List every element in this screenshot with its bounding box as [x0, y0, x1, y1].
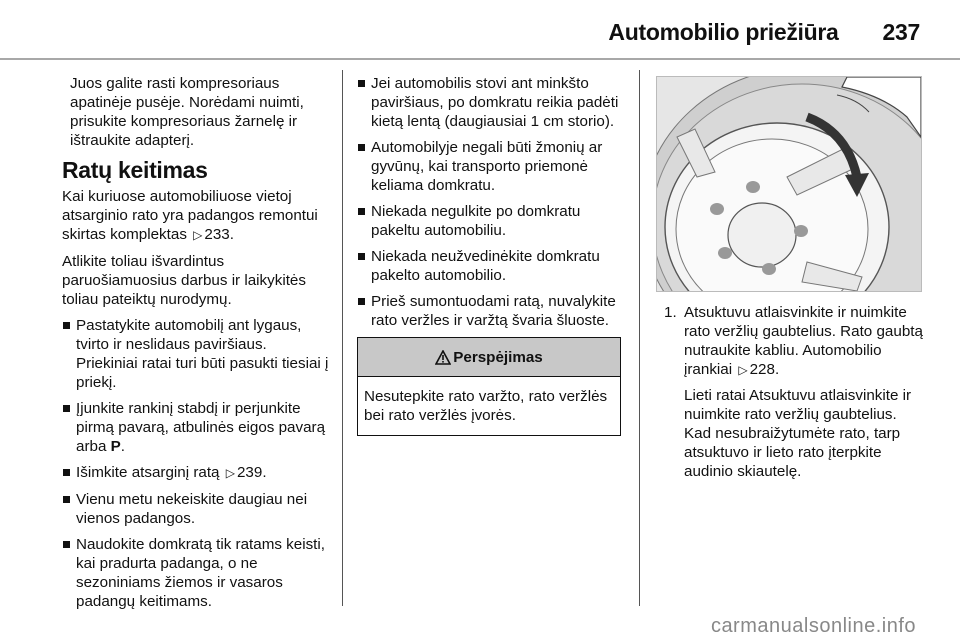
warning-box [357, 337, 621, 436]
column-3 [664, 303, 926, 487]
page-reference[interactable]: 228 [749, 361, 775, 378]
reference-arrow-icon: ▷ [738, 363, 748, 377]
step-text: Atsuktuvu atlaisvinkite ir nuimkite rato veržlių gaubtelius. Rato gaubtą nutraukite kabliu. Automobilio įrankiai ▷ 228. [684, 304, 923, 378]
warning-header [358, 338, 620, 377]
list-item: Išimkite atsarginį ratą ▷ 239. [62, 463, 332, 483]
page-header [608, 14, 920, 50]
watermark: carmanualsonline.info [710, 615, 916, 637]
step-number: 1. [664, 304, 677, 321]
warning-title: Perspėjimas [453, 348, 543, 366]
list-item [664, 303, 926, 481]
list-item: Niekada negulkite po domkratu pakeltu automobiliu. [357, 202, 623, 240]
paragraph-spare-wheel: Kai kuriuose automobiliuose vietoj atsarginio rato yra padangos remontui skirtas komplektas ▷ 233. [62, 188, 318, 243]
reference-arrow-icon: ▷ [225, 466, 235, 480]
section-heading: Ratų keitimas [62, 157, 208, 183]
step-extra-text: Lieti ratai Atsuktuvu atlaisvinkite ir nuimkite rato veržlių gaubtelius. Kad nesubraižytumėte rato, tarp atsuktuvo ir lieto rato įterpkite audinio skiautelę. [684, 387, 912, 480]
list-item: Jei automobilis stovi ant minkšto paviršiaus, po domkratu reikia padėti kietą lentą (daugiausiai 1 cm storio). [357, 74, 623, 131]
bullet-list-1 [62, 316, 332, 611]
wheel-cover-icon [657, 77, 921, 291]
intro-paragraph: Juos galite rasti kompresoriaus apatinėje pusėje. Norėdami nuimti, prisukite kompresoriaus žarnelę ir ištraukite adapterį. [70, 75, 304, 149]
page-reference[interactable]: 233 [204, 226, 230, 243]
list-item: Niekada neužvedinėkite domkratu pakelto automobilio. [357, 247, 623, 285]
steps-list [664, 303, 926, 481]
bullet-list-2 [357, 74, 623, 330]
list-item: Įjunkite rankinį stabdį ir perjunkite pirmą pavarą, atbulinės eigos pavarą arba P. [62, 399, 332, 456]
page-number: 237 [882, 18, 920, 45]
column-divider-2 [639, 70, 640, 606]
list-item: Prieš sumontuodami ratą, nuvalykite rato veržles ir varžtą švaria šluoste. [357, 292, 623, 330]
list-item: Pastatykite automobilį ant lygaus, tvirto ir neslidaus paviršiaus. Priekiniai ratai turi būti pasukti tiesiai į priekį. [62, 316, 332, 392]
column-divider-1 [342, 70, 343, 606]
column-2 [357, 74, 623, 436]
warning-triangle-icon [435, 350, 451, 365]
list-item: Automobilyje negali būti žmonių ar gyvūnų, kai transporto priemonė keliama domkratu. [357, 138, 623, 195]
reference-arrow-icon: ▷ [193, 228, 203, 242]
wheel-illustration [656, 76, 922, 292]
page-reference[interactable]: 239 [236, 464, 263, 481]
list-item: Vienu metu nekeiskite daugiau nei vienos padangos. [62, 490, 332, 528]
paragraph-preparation: Atlikite toliau išvardintus paruošiamuosius darbus ir laikykitės toliau pateiktų nurodymų. [62, 253, 306, 308]
page-title: Automobilio priežiūra [608, 18, 839, 45]
column-1 [62, 74, 332, 618]
list-item: Naudokite domkratą tik ratams keisti, kai pradurta padanga, o ne sezoniniams žiemos ir vasaros padangų keitimams. [62, 535, 332, 611]
warning-text: Nesutepkite rato varžto, rato veržlės bei rato veržlės įvorės. [364, 388, 608, 424]
header-divider [0, 58, 960, 60]
